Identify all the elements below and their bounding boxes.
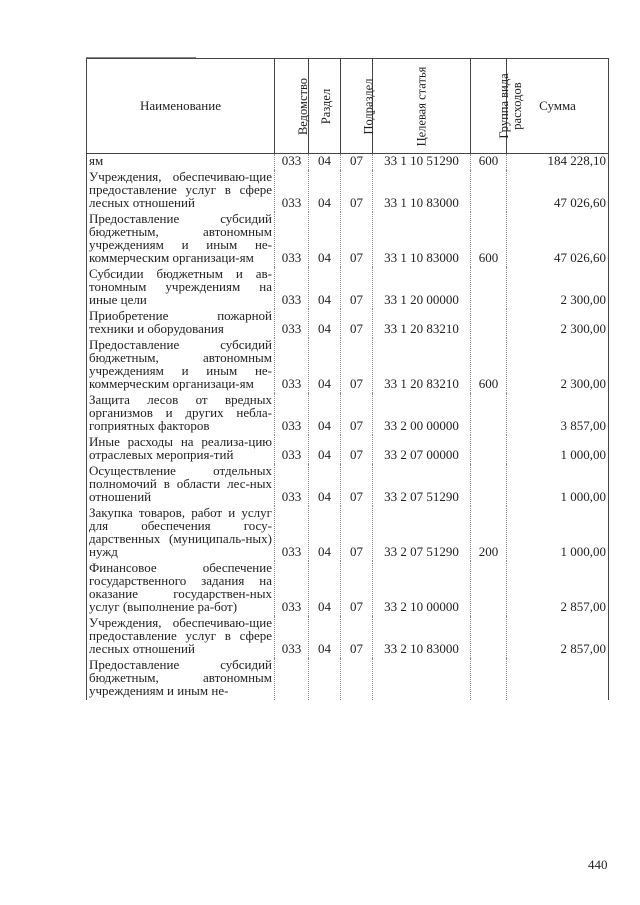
row-name: Предоставление субсидий бюджетным, автономным учреждениям и иным не- xyxy=(87,658,275,700)
row-podrazdel: 07 xyxy=(341,435,373,464)
row-vedomstvo: 033 xyxy=(275,393,309,435)
row-group xyxy=(471,170,507,212)
row-group xyxy=(471,435,507,464)
row-vedomstvo: 033 xyxy=(275,267,309,309)
row-vedomstvo: 033 xyxy=(275,506,309,561)
row-vedomstvo: 033 xyxy=(275,212,309,267)
header-razdel: Раздел xyxy=(309,59,341,154)
row-name: Учреждения, обеспечиваю-щие предоставление услуг в сфере лесных отношений xyxy=(87,170,275,212)
row-target: 33 2 00 00000 xyxy=(373,393,471,435)
page-number: 440 xyxy=(588,857,608,872)
row-target: 33 1 20 83210 xyxy=(373,338,471,393)
table-row xyxy=(87,309,609,338)
row-vedomstvo: 033 xyxy=(275,309,309,338)
row-name: Защита лесов от вредных организмов и других небла-гоприятных факторов xyxy=(87,393,275,435)
row-podrazdel: 07 xyxy=(341,561,373,616)
row-group xyxy=(471,561,507,616)
row-razdel: 04 xyxy=(309,267,341,309)
budget-table xyxy=(86,58,609,700)
row-sum: 47 026,60 xyxy=(507,170,609,212)
row-vedomstvo: 033 xyxy=(275,464,309,506)
row-sum: 2 300,00 xyxy=(507,338,609,393)
row-vedomstvo: 033 xyxy=(275,338,309,393)
table-row xyxy=(87,170,609,212)
row-podrazdel: 07 xyxy=(341,154,373,171)
table-row xyxy=(87,338,609,393)
row-vedomstvo: 033 xyxy=(275,154,309,171)
row-target: 33 1 10 51290 xyxy=(373,154,471,171)
row-razdel: 04 xyxy=(309,435,341,464)
table-row xyxy=(87,506,609,561)
row-target: 33 2 07 00000 xyxy=(373,435,471,464)
row-sum: 47 026,60 xyxy=(507,212,609,267)
row-group xyxy=(471,616,507,658)
row-name: Предоставление субсидий бюджетным, автономным учреждениям и иным не-коммерческим организаци-ям xyxy=(87,212,275,267)
table-row xyxy=(87,267,609,309)
table-row xyxy=(87,464,609,506)
row-razdel: 04 xyxy=(309,170,341,212)
row-razdel: 04 xyxy=(309,464,341,506)
row-target: 33 1 20 00000 xyxy=(373,267,471,309)
table-row xyxy=(87,212,609,267)
row-name: ям xyxy=(87,154,275,171)
row-group: 600 xyxy=(471,212,507,267)
row-name: Осуществление отдельных полномочий в области лес-ных отношений xyxy=(87,464,275,506)
row-podrazdel: 07 xyxy=(341,309,373,338)
table-row xyxy=(87,154,609,171)
row-sum: 2 300,00 xyxy=(507,309,609,338)
row-target: 33 2 07 51290 xyxy=(373,506,471,561)
row-sum xyxy=(507,658,609,700)
table-row xyxy=(87,658,609,700)
table-row xyxy=(87,435,609,464)
row-sum: 1 000,00 xyxy=(507,435,609,464)
header-target: Целевая статья xyxy=(373,59,471,154)
row-razdel xyxy=(309,658,341,700)
row-razdel: 04 xyxy=(309,212,341,267)
row-vedomstvo: 033 xyxy=(275,170,309,212)
row-sum: 2 857,00 xyxy=(507,616,609,658)
row-target: 33 2 10 00000 xyxy=(373,561,471,616)
row-group xyxy=(471,309,507,338)
row-group: 600 xyxy=(471,154,507,171)
header-podrazdel: Подраздел xyxy=(341,59,373,154)
row-razdel: 04 xyxy=(309,338,341,393)
row-razdel: 04 xyxy=(309,309,341,338)
row-target: 33 2 07 51290 xyxy=(373,464,471,506)
row-sum: 2 300,00 xyxy=(507,267,609,309)
row-sum: 3 857,00 xyxy=(507,393,609,435)
table-row xyxy=(87,393,609,435)
row-name: Предоставление субсидий бюджетным, автономным учреждениям и иным не-коммерческим организаци-ям xyxy=(87,338,275,393)
row-podrazdel: 07 xyxy=(341,464,373,506)
row-name: Учреждения, обеспечиваю-щие предоставление услуг в сфере лесных отношений xyxy=(87,616,275,658)
row-name: Иные расходы на реализа-цию отраслевых мероприя-тий xyxy=(87,435,275,464)
header-vedomstvo: Ведомство xyxy=(275,59,309,154)
row-vedomstvo: 033 xyxy=(275,616,309,658)
row-podrazdel: 07 xyxy=(341,506,373,561)
row-vedomstvo: 033 xyxy=(275,561,309,616)
header-group: Группа вида расходов xyxy=(471,59,507,154)
row-group xyxy=(471,464,507,506)
row-sum: 1 000,00 xyxy=(507,464,609,506)
row-group xyxy=(471,658,507,700)
row-name: Закупка товаров, работ и услуг для обеспечения госу-дарственных (муниципаль-ных) нужд xyxy=(87,506,275,561)
row-podrazdel: 07 xyxy=(341,170,373,212)
row-target: 33 1 10 83000 xyxy=(373,170,471,212)
row-group xyxy=(471,393,507,435)
row-vedomstvo: 033 xyxy=(275,435,309,464)
row-podrazdel: 07 xyxy=(341,616,373,658)
row-name: Субсидии бюджетным и ав-тономным учреждениям на иные цели xyxy=(87,267,275,309)
row-podrazdel: 07 xyxy=(341,212,373,267)
header-name: Наименование xyxy=(87,59,275,154)
row-target: 33 1 20 83210 xyxy=(373,309,471,338)
row-name: Финансовое обеспечение государственного задания на оказание государствен-ных услуг (выполнение ра-бот) xyxy=(87,561,275,616)
row-razdel: 04 xyxy=(309,393,341,435)
header-sum: Сумма xyxy=(507,59,609,154)
row-group: 600 xyxy=(471,338,507,393)
table-body xyxy=(87,154,609,701)
row-sum: 1 000,00 xyxy=(507,506,609,561)
row-razdel: 04 xyxy=(309,506,341,561)
row-podrazdel: 07 xyxy=(341,267,373,309)
row-target: 33 2 10 83000 xyxy=(373,616,471,658)
row-razdel: 04 xyxy=(309,616,341,658)
row-podrazdel: 07 xyxy=(341,393,373,435)
row-razdel: 04 xyxy=(309,154,341,171)
row-name: Приобретение пожарной техники и оборудования xyxy=(87,309,275,338)
row-vedomstvo xyxy=(275,658,309,700)
row-sum: 184 228,10 xyxy=(507,154,609,171)
row-razdel: 04 xyxy=(309,561,341,616)
row-podrazdel xyxy=(341,658,373,700)
row-podrazdel: 07 xyxy=(341,338,373,393)
row-group xyxy=(471,267,507,309)
row-target xyxy=(373,658,471,700)
row-target: 33 1 10 83000 xyxy=(373,212,471,267)
table-row xyxy=(87,561,609,616)
header-row xyxy=(87,59,609,154)
row-sum: 2 857,00 xyxy=(507,561,609,616)
table-row xyxy=(87,616,609,658)
row-group: 200 xyxy=(471,506,507,561)
